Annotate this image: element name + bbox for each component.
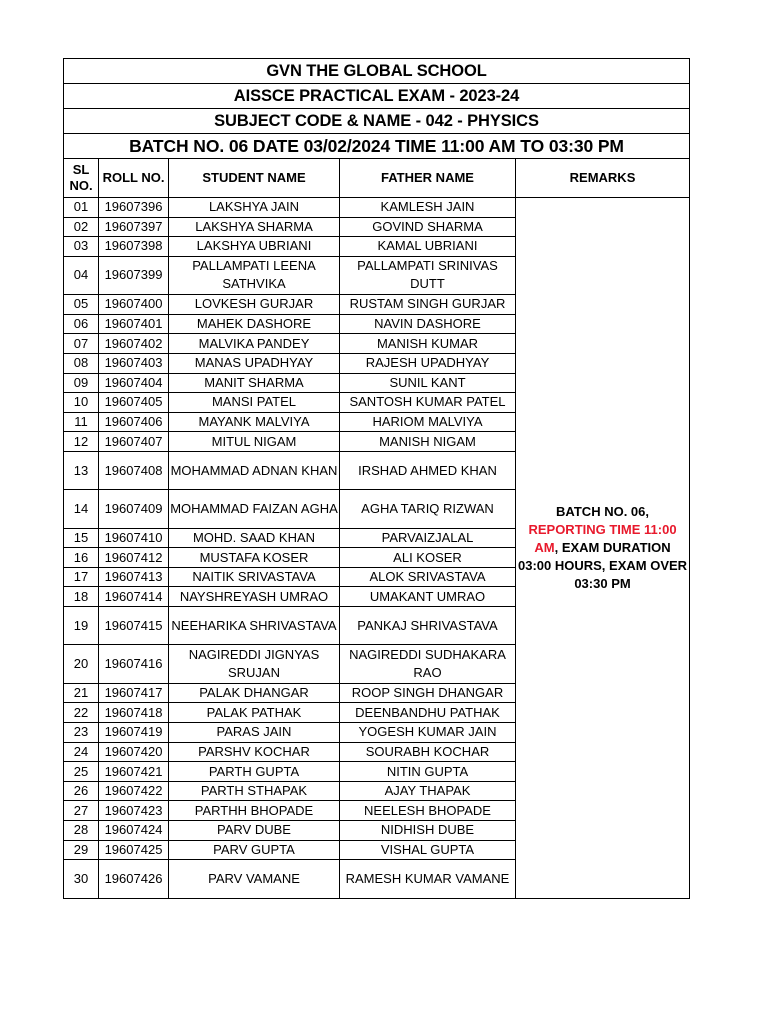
roll-no-cell: 19607419 [99,723,169,743]
remarks-cell [516,198,690,899]
roll-no-cell: 19607416 [99,645,169,683]
sl-no-cell: 22 [64,703,99,723]
father-name-cell: KAMLESH JAIN [340,198,516,218]
sl-no-cell: 14 [64,490,99,528]
student-name-cell: NAGIREDDI JIGNYAS SRUJAN [169,645,340,683]
student-name-cell: MALVIKA PANDEY [169,334,340,354]
sl-no-cell: 29 [64,840,99,860]
father-name-cell: RAJESH UPADHYAY [340,353,516,373]
roll-no-cell: 19607398 [99,237,169,257]
student-name-cell: LAKSHYA UBRIANI [169,237,340,257]
student-name-cell: PARV DUBE [169,821,340,841]
father-name-cell: MANISH NIGAM [340,432,516,452]
roll-no-cell: 19607403 [99,353,169,373]
father-name-cell: RUSTAM SINGH GURJAR [340,295,516,315]
roll-no-cell: 19607412 [99,548,169,568]
col-header-remarks: REMARKS [516,159,690,198]
sl-no-cell: 06 [64,314,99,334]
sl-no-cell: 11 [64,412,99,432]
roll-no-cell: 19607405 [99,393,169,413]
student-name-cell: NAYSHREYASH UMRAO [169,587,340,607]
exam-batch-table [63,58,690,899]
student-name-cell: MANSI PATEL [169,393,340,413]
col-header-father-name: FATHER NAME [340,159,516,198]
sl-no-cell: 10 [64,393,99,413]
sl-no-cell: 13 [64,451,99,489]
father-name-cell: DEENBANDHU PATHAK [340,703,516,723]
roll-no-cell: 19607402 [99,334,169,354]
roll-no-cell: 19607407 [99,432,169,452]
batch-title: BATCH NO. 06 DATE 03/02/2024 TIME 11:00 AM TO 03:30 PM [64,134,690,159]
father-name-cell: ALOK SRIVASTAVA [340,567,516,587]
student-name-cell: PALAK DHANGAR [169,683,340,703]
roll-no-cell: 19607425 [99,840,169,860]
roll-no-cell: 19607408 [99,451,169,489]
sl-no-cell: 30 [64,860,99,898]
roll-no-cell: 19607400 [99,295,169,315]
roll-no-cell: 19607420 [99,742,169,762]
sl-no-cell: 16 [64,548,99,568]
sl-no-cell: 28 [64,821,99,841]
roll-no-cell: 19607410 [99,528,169,548]
sl-no-cell: 03 [64,237,99,257]
exam-title: AISSCE PRACTICAL EXAM - 2023-24 [64,84,690,109]
sl-no-cell: 18 [64,587,99,607]
father-name-cell: PANKAJ SHRIVASTAVA [340,607,516,645]
father-name-cell: SUNIL KANT [340,373,516,393]
sl-no-cell: 19 [64,607,99,645]
roll-no-cell: 19607397 [99,217,169,237]
sl-no-cell: 15 [64,528,99,548]
father-name-cell: AJAY THAPAK [340,781,516,801]
sl-no-cell: 26 [64,781,99,801]
father-name-cell: ALI KOSER [340,548,516,568]
remarks-batch-text: BATCH NO. 06, [556,503,649,519]
father-name-cell: ROOP SINGH DHANGAR [340,683,516,703]
father-name-cell: AGHA TARIQ RIZWAN [340,490,516,528]
father-name-cell: KAMAL UBRIANI [340,237,516,257]
student-name-cell: MOHAMMAD FAIZAN AGHA [169,490,340,528]
roll-no-cell: 19607422 [99,781,169,801]
father-name-cell: VISHAL GUPTA [340,840,516,860]
roll-no-cell: 19607413 [99,567,169,587]
student-name-cell: PARSHV KOCHAR [169,742,340,762]
father-name-cell: PALLAMPATI SRINIVAS DUTT [340,256,516,294]
roll-no-cell: 19607418 [99,703,169,723]
father-name-cell: UMAKANT UMRAO [340,587,516,607]
roll-no-cell: 19607409 [99,490,169,528]
student-name-cell: PARTHH BHOPADE [169,801,340,821]
sl-no-cell: 21 [64,683,99,703]
sl-no-cell: 20 [64,645,99,683]
student-name-cell: MOHD. SAAD KHAN [169,528,340,548]
father-name-cell: GOVIND SHARMA [340,217,516,237]
roll-no-cell: 19607401 [99,314,169,334]
sl-no-cell: 17 [64,567,99,587]
father-name-cell: NAGIREDDI SUDHAKARA RAO [340,645,516,683]
father-name-cell: MANISH KUMAR [340,334,516,354]
roll-no-cell: 19607415 [99,607,169,645]
father-name-cell: HARIOM MALVIYA [340,412,516,432]
remarks-reporting-time: REPORTING TIME 11:00 AM [528,521,677,555]
student-name-cell: MANIT SHARMA [169,373,340,393]
father-name-cell: NITIN GUPTA [340,762,516,782]
father-name-cell: RAMESH KUMAR VAMANE [340,860,516,898]
sl-no-cell: 08 [64,353,99,373]
subject-title: SUBJECT CODE & NAME - 042 - PHYSICS [64,109,690,134]
col-header-roll-no: ROLL NO. [99,159,169,198]
roll-no-cell: 19607399 [99,256,169,294]
student-name-cell: PARV GUPTA [169,840,340,860]
student-name-cell: PARTH GUPTA [169,762,340,782]
roll-no-cell: 19607421 [99,762,169,782]
sl-no-cell: 12 [64,432,99,452]
sl-no-cell: 09 [64,373,99,393]
roll-no-cell: 19607424 [99,821,169,841]
student-name-cell: PARAS JAIN [169,723,340,743]
student-name-cell: MITUL NIGAM [169,432,340,452]
roll-no-cell: 19607423 [99,801,169,821]
father-name-cell: PARVAIZJALAL [340,528,516,548]
roll-no-cell: 19607396 [99,198,169,218]
father-name-cell: SANTOSH KUMAR PATEL [340,393,516,413]
father-name-cell: NAVIN DASHORE [340,314,516,334]
student-name-cell: MOHAMMAD ADNAN KHAN [169,451,340,489]
roll-no-cell: 19607426 [99,860,169,898]
student-name-cell: PALAK PATHAK [169,703,340,723]
student-name-cell: LOVKESH GURJAR [169,295,340,315]
sl-no-cell: 25 [64,762,99,782]
student-name-cell: NAITIK SRIVASTAVA [169,567,340,587]
sl-no-cell: 24 [64,742,99,762]
student-name-cell: LAKSHYA SHARMA [169,217,340,237]
father-name-cell: NEELESH BHOPADE [340,801,516,821]
roll-no-cell: 19607414 [99,587,169,607]
school-name: GVN THE GLOBAL SCHOOL [64,59,690,84]
sl-no-cell: 04 [64,256,99,294]
sl-no-cell: 02 [64,217,99,237]
student-name-cell: MAYANK MALVIYA [169,412,340,432]
sl-no-cell: 05 [64,295,99,315]
student-name-cell: MAHEK DASHORE [169,314,340,334]
student-name-cell: MANAS UPADHYAY [169,353,340,373]
student-name-cell: LAKSHYA JAIN [169,198,340,218]
sl-no-cell: 23 [64,723,99,743]
father-name-cell: NIDHISH DUBE [340,821,516,841]
sl-no-cell: 07 [64,334,99,354]
col-header-student-name: STUDENT NAME [169,159,340,198]
student-name-cell: PARV VAMANE [169,860,340,898]
roll-no-cell: 19607406 [99,412,169,432]
roll-no-cell: 19607404 [99,373,169,393]
col-header-sl-no: SL NO. [64,159,99,198]
student-name-cell: NEEHARIKA SHRIVASTAVA [169,607,340,645]
father-name-cell: YOGESH KUMAR JAIN [340,723,516,743]
column-header-row [64,159,690,198]
student-name-cell: MUSTAFA KOSER [169,548,340,568]
father-name-cell: IRSHAD AHMED KHAN [340,451,516,489]
student-name-cell: PALLAMPATI LEENA SATHVIKA [169,256,340,294]
father-name-cell: SOURABH KOCHAR [340,742,516,762]
student-name-cell: PARTH STHAPAK [169,781,340,801]
table-row [64,198,690,218]
roll-no-cell: 19607417 [99,683,169,703]
sl-no-cell: 27 [64,801,99,821]
remarks-duration-text: , EXAM DURATION 03:00 HOURS, EXAM OVER 03:30 PM [518,539,688,591]
sl-no-cell: 01 [64,198,99,218]
